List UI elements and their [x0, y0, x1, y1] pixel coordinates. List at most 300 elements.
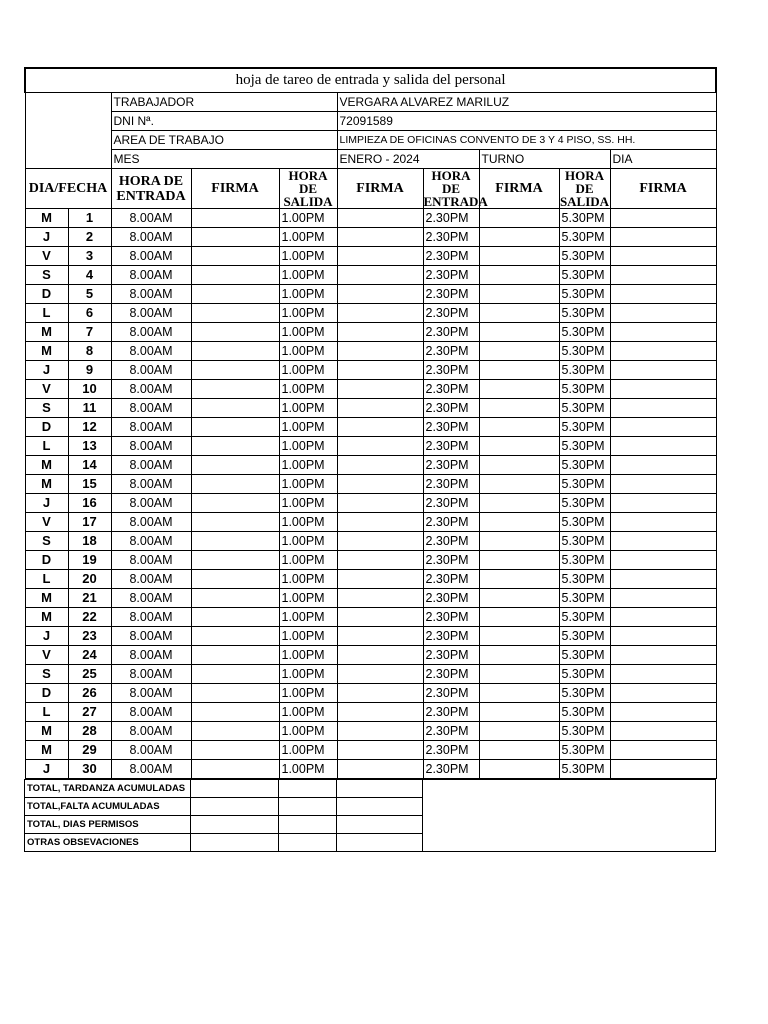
row-hora-entrada-2: 2.30PM — [423, 608, 479, 627]
row-hora-salida-2: 5.30PM — [559, 532, 610, 551]
row-hora-entrada-2: 2.30PM — [423, 741, 479, 760]
row-firma-4 — [610, 228, 716, 247]
row-hora-entrada: 8.00AM — [111, 722, 191, 741]
row-hora-entrada-2: 2.30PM — [423, 684, 479, 703]
table-row — [25, 513, 716, 532]
row-firma-3 — [479, 513, 559, 532]
row-firma-1 — [191, 209, 279, 228]
row-hora-salida: 1.00PM — [279, 627, 337, 646]
row-hora-entrada-2: 2.30PM — [423, 665, 479, 684]
row-hora-entrada: 8.00AM — [111, 760, 191, 779]
row-hora-salida-2: 5.30PM — [559, 304, 610, 323]
row-day: D — [25, 418, 68, 437]
row-hora-entrada-2: 2.30PM — [423, 703, 479, 722]
row-hora-salida-2: 5.30PM — [559, 266, 610, 285]
row-hora-salida: 1.00PM — [279, 684, 337, 703]
row-day: M — [25, 589, 68, 608]
row-hora-salida: 1.00PM — [279, 209, 337, 228]
row-firma-1 — [191, 760, 279, 779]
row-day: M — [25, 475, 68, 494]
row-date: 28 — [68, 722, 111, 741]
row-firma-1 — [191, 684, 279, 703]
area-label: AREA DE TRABAJO — [111, 131, 337, 150]
row-firma-3 — [479, 741, 559, 760]
row-hora-entrada: 8.00AM — [111, 627, 191, 646]
header-firma-4: FIRMA — [610, 169, 716, 209]
row-hora-entrada-2: 2.30PM — [423, 399, 479, 418]
totals-cell — [337, 834, 423, 852]
row-firma-4 — [610, 760, 716, 779]
table-row — [25, 703, 716, 722]
header-hora-salida: HORA DE SALIDA — [279, 169, 337, 209]
row-hora-entrada: 8.00AM — [111, 418, 191, 437]
row-day: D — [25, 684, 68, 703]
row-firma-2 — [337, 266, 423, 285]
row-firma-3 — [479, 608, 559, 627]
row-hora-entrada-2: 2.30PM — [423, 209, 479, 228]
table-row — [25, 266, 716, 285]
row-day: J — [25, 494, 68, 513]
table-row — [25, 209, 716, 228]
row-date: 15 — [68, 475, 111, 494]
row-firma-3 — [479, 437, 559, 456]
row-hora-entrada-2: 2.30PM — [423, 760, 479, 779]
row-hora-salida-2: 5.30PM — [559, 285, 610, 304]
row-firma-3 — [479, 323, 559, 342]
row-hora-entrada: 8.00AM — [111, 532, 191, 551]
row-date: 12 — [68, 418, 111, 437]
row-firma-4 — [610, 589, 716, 608]
table-row — [25, 589, 716, 608]
row-day: M — [25, 741, 68, 760]
row-hora-salida-2: 5.30PM — [559, 589, 610, 608]
row-hora-entrada-2: 2.30PM — [423, 418, 479, 437]
row-date: 10 — [68, 380, 111, 399]
row-firma-3 — [479, 722, 559, 741]
table-row — [25, 323, 716, 342]
row-firma-1 — [191, 285, 279, 304]
table-row — [25, 285, 716, 304]
row-firma-1 — [191, 532, 279, 551]
totals-label: TOTAL, DIAS PERMISOS — [25, 816, 191, 834]
row-firma-2 — [337, 532, 423, 551]
row-firma-4 — [610, 342, 716, 361]
row-date: 2 — [68, 228, 111, 247]
row-hora-entrada-2: 2.30PM — [423, 304, 479, 323]
row-day: S — [25, 399, 68, 418]
blank-corner — [25, 93, 111, 169]
row-hora-entrada: 8.00AM — [111, 551, 191, 570]
row-firma-4 — [610, 456, 716, 475]
row-hora-entrada-2: 2.30PM — [423, 551, 479, 570]
row-firma-4 — [610, 437, 716, 456]
row-hora-entrada: 8.00AM — [111, 361, 191, 380]
row-day: J — [25, 361, 68, 380]
table-row — [25, 494, 716, 513]
row-firma-1 — [191, 247, 279, 266]
totals-cell — [279, 798, 337, 816]
table-row — [25, 418, 716, 437]
row-firma-1 — [191, 589, 279, 608]
trabajador-value: VERGARA ALVAREZ MARILUZ — [337, 93, 716, 112]
row-firma-1 — [191, 703, 279, 722]
row-day: D — [25, 551, 68, 570]
row-hora-salida: 1.00PM — [279, 608, 337, 627]
row-hora-salida-2: 5.30PM — [559, 627, 610, 646]
row-hora-salida-2: 5.30PM — [559, 722, 610, 741]
row-hora-entrada-2: 2.30PM — [423, 722, 479, 741]
row-firma-3 — [479, 532, 559, 551]
totals-cell — [279, 834, 337, 852]
row-hora-entrada: 8.00AM — [111, 323, 191, 342]
row-firma-1 — [191, 646, 279, 665]
row-hora-salida-2: 5.30PM — [559, 342, 610, 361]
row-firma-3 — [479, 361, 559, 380]
table-row — [25, 608, 716, 627]
row-hora-entrada-2: 2.30PM — [423, 247, 479, 266]
row-firma-1 — [191, 266, 279, 285]
row-firma-3 — [479, 627, 559, 646]
row-hora-entrada-2: 2.30PM — [423, 532, 479, 551]
row-date: 13 — [68, 437, 111, 456]
dia-label: DIA — [610, 150, 716, 169]
row-firma-3 — [479, 570, 559, 589]
row-hora-salida: 1.00PM — [279, 437, 337, 456]
row-hora-entrada: 8.00AM — [111, 399, 191, 418]
row-day: D — [25, 285, 68, 304]
row-hora-entrada-2: 2.30PM — [423, 494, 479, 513]
header-firma-2: FIRMA — [337, 169, 423, 209]
row-firma-3 — [479, 760, 559, 779]
row-firma-1 — [191, 418, 279, 437]
table-row — [25, 304, 716, 323]
row-day: M — [25, 608, 68, 627]
header-hora-salida-2: HORA DE SALIDA — [559, 168, 610, 209]
row-firma-4 — [610, 703, 716, 722]
row-day: V — [25, 513, 68, 532]
row-day: M — [25, 342, 68, 361]
row-hora-salida-2: 5.30PM — [559, 494, 610, 513]
totals-cell — [191, 834, 279, 852]
table-row — [25, 551, 716, 570]
header-firma-3: FIRMA — [479, 169, 559, 209]
row-hora-entrada: 8.00AM — [111, 684, 191, 703]
row-firma-3 — [479, 551, 559, 570]
row-firma-3 — [479, 266, 559, 285]
row-hora-entrada: 8.00AM — [111, 475, 191, 494]
row-hora-salida-2: 5.30PM — [559, 741, 610, 760]
row-hora-entrada-2: 2.30PM — [423, 437, 479, 456]
row-firma-2 — [337, 513, 423, 532]
row-firma-4 — [610, 399, 716, 418]
row-firma-4 — [610, 209, 716, 228]
table-row — [25, 570, 716, 589]
row-hora-salida: 1.00PM — [279, 703, 337, 722]
row-firma-2 — [337, 475, 423, 494]
row-hora-salida-2: 5.30PM — [559, 418, 610, 437]
row-firma-3 — [479, 475, 559, 494]
row-hora-entrada: 8.00AM — [111, 228, 191, 247]
row-firma-1 — [191, 741, 279, 760]
row-day: S — [25, 532, 68, 551]
row-firma-2 — [337, 342, 423, 361]
row-firma-4 — [610, 570, 716, 589]
row-firma-3 — [479, 456, 559, 475]
row-day: M — [25, 456, 68, 475]
row-firma-3 — [479, 342, 559, 361]
row-hora-salida-2: 5.30PM — [559, 209, 610, 228]
row-hora-entrada-2: 2.30PM — [423, 513, 479, 532]
row-hora-entrada: 8.00AM — [111, 494, 191, 513]
row-firma-2 — [337, 399, 423, 418]
row-firma-2 — [337, 760, 423, 779]
row-day: L — [25, 304, 68, 323]
row-firma-2 — [337, 570, 423, 589]
row-hora-entrada: 8.00AM — [111, 589, 191, 608]
row-hora-salida: 1.00PM — [279, 532, 337, 551]
dni-label: DNI Nª. — [111, 112, 337, 131]
row-firma-2 — [337, 494, 423, 513]
row-day: M — [25, 722, 68, 741]
turno-label: TURNO — [479, 150, 610, 169]
row-hora-entrada-2: 2.30PM — [423, 475, 479, 494]
row-day: S — [25, 266, 68, 285]
row-hora-salida: 1.00PM — [279, 665, 337, 684]
row-hora-salida: 1.00PM — [279, 247, 337, 266]
row-hora-entrada: 8.00AM — [111, 608, 191, 627]
row-firma-2 — [337, 722, 423, 741]
row-hora-entrada-2: 2.30PM — [423, 266, 479, 285]
row-date: 7 — [68, 323, 111, 342]
row-date: 19 — [68, 551, 111, 570]
row-firma-3 — [479, 228, 559, 247]
row-firma-1 — [191, 475, 279, 494]
mes-label: MES — [111, 150, 337, 169]
row-firma-4 — [610, 418, 716, 437]
row-firma-1 — [191, 456, 279, 475]
row-firma-4 — [610, 646, 716, 665]
row-firma-1 — [191, 513, 279, 532]
row-firma-4 — [610, 475, 716, 494]
row-firma-2 — [337, 589, 423, 608]
row-day: S — [25, 665, 68, 684]
table-row — [25, 380, 716, 399]
row-hora-salida: 1.00PM — [279, 551, 337, 570]
row-hora-salida-2: 5.30PM — [559, 475, 610, 494]
row-firma-1 — [191, 665, 279, 684]
totals-cell — [279, 816, 337, 834]
row-hora-salida: 1.00PM — [279, 342, 337, 361]
row-date: 9 — [68, 361, 111, 380]
row-date: 25 — [68, 665, 111, 684]
row-hora-entrada: 8.00AM — [111, 304, 191, 323]
trabajador-label: TRABAJADOR — [111, 93, 337, 112]
row-firma-3 — [479, 494, 559, 513]
row-hora-salida-2: 5.30PM — [559, 608, 610, 627]
totals-label: TOTAL, TARDANZA ACUMULADAS — [25, 780, 191, 798]
row-hora-entrada-2: 2.30PM — [423, 361, 479, 380]
row-firma-4 — [610, 285, 716, 304]
row-hora-entrada: 8.00AM — [111, 741, 191, 760]
row-hora-entrada: 8.00AM — [111, 209, 191, 228]
row-firma-4 — [610, 513, 716, 532]
totals-cell — [191, 798, 279, 816]
row-hora-entrada: 8.00AM — [111, 247, 191, 266]
row-firma-4 — [610, 494, 716, 513]
row-hora-salida-2: 5.30PM — [559, 399, 610, 418]
row-hora-salida-2: 5.30PM — [559, 513, 610, 532]
totals-label: TOTAL,FALTA ACUMULADAS — [25, 798, 191, 816]
row-date: 23 — [68, 627, 111, 646]
row-date: 4 — [68, 266, 111, 285]
row-hora-entrada-2: 2.30PM — [423, 228, 479, 247]
row-date: 27 — [68, 703, 111, 722]
row-firma-3 — [479, 247, 559, 266]
row-firma-3 — [479, 380, 559, 399]
row-date: 30 — [68, 760, 111, 779]
header-dia-fecha: DIA/FECHA — [25, 169, 111, 209]
row-hora-salida-2: 5.30PM — [559, 570, 610, 589]
row-firma-2 — [337, 551, 423, 570]
row-firma-3 — [479, 209, 559, 228]
row-hora-salida: 1.00PM — [279, 513, 337, 532]
row-firma-2 — [337, 665, 423, 684]
row-date: 5 — [68, 285, 111, 304]
row-hora-salida: 1.00PM — [279, 570, 337, 589]
row-hora-entrada: 8.00AM — [111, 665, 191, 684]
row-hora-entrada: 8.00AM — [111, 342, 191, 361]
row-firma-3 — [479, 285, 559, 304]
row-date: 1 — [68, 209, 111, 228]
row-hora-salida-2: 5.30PM — [559, 760, 610, 779]
row-firma-3 — [479, 304, 559, 323]
row-day: V — [25, 247, 68, 266]
table-row — [25, 646, 716, 665]
row-firma-1 — [191, 570, 279, 589]
row-hora-entrada-2: 2.30PM — [423, 342, 479, 361]
row-hora-salida: 1.00PM — [279, 418, 337, 437]
row-hora-entrada-2: 2.30PM — [423, 627, 479, 646]
totals-table — [24, 779, 716, 852]
row-date: 22 — [68, 608, 111, 627]
row-date: 26 — [68, 684, 111, 703]
area-value: LIMPIEZA DE OFICINAS CONVENTO DE 3 Y 4 PISO, SS. HH. — [337, 131, 716, 150]
row-day: V — [25, 380, 68, 399]
row-date: 8 — [68, 342, 111, 361]
row-hora-salida-2: 5.30PM — [559, 437, 610, 456]
row-firma-3 — [479, 589, 559, 608]
header-firma-1: FIRMA — [191, 169, 279, 209]
row-firma-2 — [337, 627, 423, 646]
row-day: L — [25, 703, 68, 722]
row-hora-salida-2: 5.30PM — [559, 323, 610, 342]
row-firma-2 — [337, 418, 423, 437]
row-firma-4 — [610, 266, 716, 285]
row-hora-salida: 1.00PM — [279, 494, 337, 513]
row-day: J — [25, 228, 68, 247]
row-hora-entrada: 8.00AM — [111, 570, 191, 589]
row-firma-1 — [191, 627, 279, 646]
row-date: 14 — [68, 456, 111, 475]
dni-value: 72091589 — [337, 112, 716, 131]
row-firma-2 — [337, 209, 423, 228]
row-firma-4 — [610, 722, 716, 741]
row-firma-4 — [610, 247, 716, 266]
row-hora-salida-2: 5.30PM — [559, 646, 610, 665]
row-hora-entrada-2: 2.30PM — [423, 646, 479, 665]
header-hora-entrada: HORA DE ENTRADA — [111, 169, 191, 209]
table-row — [25, 722, 716, 741]
row-hora-salida-2: 5.30PM — [559, 551, 610, 570]
row-hora-entrada: 8.00AM — [111, 380, 191, 399]
row-firma-3 — [479, 665, 559, 684]
row-firma-4 — [610, 323, 716, 342]
row-hora-salida: 1.00PM — [279, 361, 337, 380]
row-day: V — [25, 646, 68, 665]
row-day: J — [25, 627, 68, 646]
row-firma-2 — [337, 684, 423, 703]
row-hora-salida: 1.00PM — [279, 722, 337, 741]
row-firma-1 — [191, 228, 279, 247]
row-hora-salida: 1.00PM — [279, 266, 337, 285]
table-row — [25, 475, 716, 494]
row-date: 16 — [68, 494, 111, 513]
row-hora-salida-2: 5.30PM — [559, 684, 610, 703]
row-day: M — [25, 209, 68, 228]
mes-value: ENERO - 2024 — [337, 150, 479, 169]
row-firma-4 — [610, 684, 716, 703]
table-row — [25, 437, 716, 456]
row-firma-2 — [337, 646, 423, 665]
row-firma-1 — [191, 437, 279, 456]
totals-label: OTRAS OBSEVACIONES — [25, 834, 191, 852]
row-firma-4 — [610, 741, 716, 760]
row-hora-entrada-2: 2.30PM — [423, 570, 479, 589]
table-row — [25, 361, 716, 380]
row-hora-entrada-2: 2.30PM — [423, 589, 479, 608]
observations-box — [423, 780, 716, 852]
row-hora-entrada: 8.00AM — [111, 437, 191, 456]
row-firma-2 — [337, 285, 423, 304]
row-hora-salida: 1.00PM — [279, 589, 337, 608]
table-row — [25, 456, 716, 475]
row-hora-entrada: 8.00AM — [111, 266, 191, 285]
row-hora-salida: 1.00PM — [279, 380, 337, 399]
row-hora-salida: 1.00PM — [279, 475, 337, 494]
row-hora-salida: 1.00PM — [279, 456, 337, 475]
row-date: 18 — [68, 532, 111, 551]
totals-cell — [191, 780, 279, 798]
row-hora-entrada-2: 2.30PM — [423, 285, 479, 304]
row-firma-1 — [191, 380, 279, 399]
table-row — [25, 627, 716, 646]
row-day: M — [25, 323, 68, 342]
row-hora-entrada-2: 2.30PM — [423, 456, 479, 475]
row-firma-4 — [610, 361, 716, 380]
row-hora-salida-2: 5.30PM — [559, 703, 610, 722]
row-date: 6 — [68, 304, 111, 323]
row-firma-1 — [191, 323, 279, 342]
row-hora-salida: 1.00PM — [279, 304, 337, 323]
row-firma-2 — [337, 456, 423, 475]
row-hora-salida-2: 5.30PM — [559, 380, 610, 399]
row-firma-1 — [191, 304, 279, 323]
header-hora-entrada-2: HORA DE ENTRADA — [423, 168, 488, 209]
row-firma-3 — [479, 703, 559, 722]
row-hora-salida-2: 5.30PM — [559, 665, 610, 684]
row-firma-2 — [337, 361, 423, 380]
row-firma-1 — [191, 551, 279, 570]
